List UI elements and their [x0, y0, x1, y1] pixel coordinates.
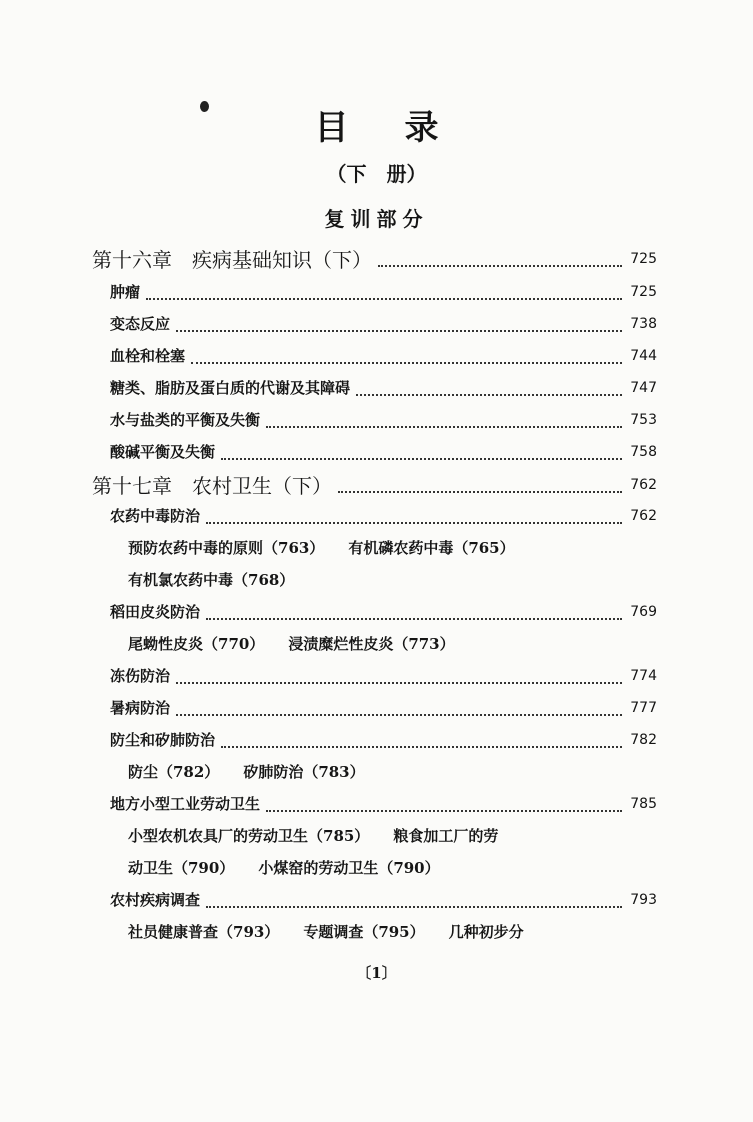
dot-leader: [338, 491, 622, 493]
toc-subentry: 矽肺防治（783）: [243, 763, 365, 781]
toc-entry-label: 稻田皮炎防治: [110, 601, 204, 622]
toc-section-entry: [0, 697, 753, 723]
toc-entry-label: 地方小型工业劳动卫生: [110, 793, 264, 814]
toc-subentry: 预防农药中毒的原则（763）: [128, 539, 325, 557]
toc-section-entry: [0, 601, 753, 627]
toc-entry-page: 758: [630, 444, 657, 460]
toc-subentry: 有机磷农药中毒（765）: [348, 539, 515, 557]
toc-subentry: 粮食加工厂的劳: [393, 827, 499, 845]
dot-leader: [378, 265, 622, 267]
toc-subentry-line: [128, 921, 548, 942]
toc-subentry: 小煤窑的劳动卫生（790）: [258, 859, 440, 877]
toc-section-entry: [0, 505, 753, 531]
toc-section-entry: [0, 889, 753, 915]
dot-leader: [266, 426, 622, 428]
toc-section-entry: [0, 377, 753, 403]
title-char-1: 目: [314, 108, 349, 148]
dot-leader: [146, 298, 622, 300]
section-heading: 复训部分: [324, 207, 429, 231]
toc-entry-page: 762: [630, 477, 657, 493]
toc-section-entry: [0, 313, 753, 339]
toc-subentry-line: [128, 569, 318, 590]
toc-subentry: 浸渍糜烂性皮炎（773）: [288, 635, 455, 653]
toc-subentry: 尾蚴性皮炎（770）: [128, 635, 265, 653]
toc-subentry: 几种初步分: [448, 923, 524, 941]
toc-chapter-entry: [0, 248, 753, 274]
page-number: 〔1〕: [356, 964, 397, 982]
toc-subentry-line: [128, 537, 539, 558]
toc-subentry: 社员健康普查（793）: [128, 923, 280, 941]
toc-entry-label: 第十七章 农村卫生（下）: [92, 470, 336, 499]
dot-leader: [191, 362, 622, 364]
dot-leader: [176, 330, 622, 332]
dot-leader: [206, 618, 622, 620]
toc-subentry-line: [128, 825, 522, 846]
toc-subentry: 防尘（782）: [128, 763, 220, 781]
toc-entry-page: 793: [630, 892, 657, 908]
toc-entry-label: 农村疾病调查: [110, 889, 204, 910]
toc-entry-label: 农药中毒防治: [110, 505, 204, 526]
toc-subentry-line: [128, 857, 464, 878]
toc-entry-page: 738: [630, 316, 657, 332]
toc-section-entry: [0, 281, 753, 307]
toc-entry-label: 糖类、脂肪及蛋白质的代谢及其障碍: [110, 377, 354, 398]
dot-leader: [266, 810, 622, 812]
toc-entry-page: 762: [630, 508, 657, 524]
toc-subentry-line: [128, 633, 479, 654]
toc-entry-page: 785: [630, 796, 657, 812]
toc-entry-label: 暑病防治: [110, 697, 174, 718]
toc-section-entry: [0, 441, 753, 467]
toc-section-entry: [0, 729, 753, 755]
toc-entry-label: 冻伤防治: [110, 665, 174, 686]
dot-leader: [206, 906, 622, 908]
toc-subentry: 专题调查（795）: [303, 923, 425, 941]
toc-section-entry: [0, 345, 753, 371]
toc-subentry: 动卫生（790）: [128, 859, 235, 877]
toc-subentry: 有机氯农药中毒（768）: [128, 571, 295, 589]
toc-entry-label: 肿瘤: [110, 281, 144, 302]
toc-subentry: 小型农机农具厂的劳动卫生（785）: [128, 827, 370, 845]
page-title: [0, 100, 753, 149]
dot-leader: [176, 682, 622, 684]
toc-entry-page: 725: [630, 284, 657, 300]
toc-section-entry: [0, 793, 753, 819]
toc-chapter-entry: [0, 474, 753, 500]
toc-entry-page: 753: [630, 412, 657, 428]
dot-leader: [221, 458, 622, 460]
toc-entry-page: 782: [630, 732, 657, 748]
toc-entry-page: 744: [630, 348, 657, 364]
dot-leader: [221, 746, 622, 748]
toc-entry-page: 769: [630, 604, 657, 620]
toc-subentry-line: [128, 761, 389, 782]
toc-entry-page: 777: [630, 700, 657, 716]
dot-leader: [206, 522, 622, 524]
toc-entry-label: 变态反应: [110, 313, 174, 334]
toc-entry-label: 防尘和矽肺防治: [110, 729, 219, 750]
dot-leader: [176, 714, 622, 716]
volume-subtitle: （下 册）: [326, 162, 427, 186]
toc-section-entry: [0, 665, 753, 691]
toc-entry-label: 水与盐类的平衡及失衡: [110, 409, 264, 430]
dot-leader: [356, 394, 622, 396]
toc-entry-page: 774: [630, 668, 657, 684]
toc-entry-label: 血栓和栓塞: [110, 345, 189, 366]
toc-section-entry: [0, 409, 753, 435]
toc-entry-page: 725: [630, 251, 657, 267]
toc-entry-page: 747: [630, 380, 657, 396]
toc-entry-label: 第十六章 疾病基础知识（下）: [92, 244, 376, 273]
toc-entry-label: 酸碱平衡及失衡: [110, 441, 219, 462]
title-char-2: 录: [404, 108, 439, 148]
